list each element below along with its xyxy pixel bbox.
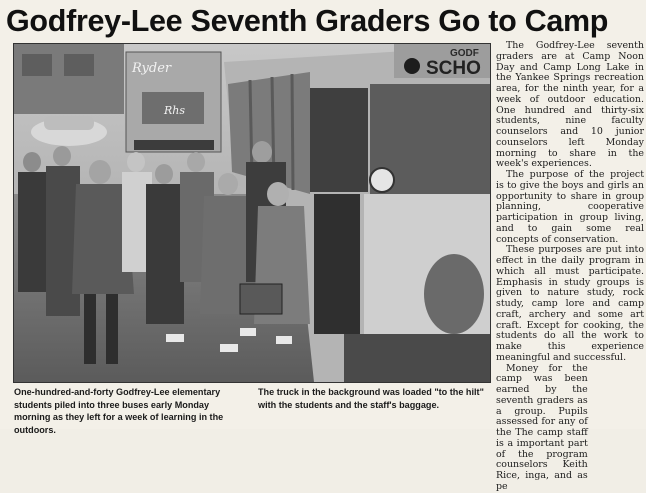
news-photo	[13, 43, 491, 383]
truck-lettering: Ryder	[132, 61, 172, 76]
bus-sign-fragment: GODF	[450, 48, 479, 59]
article-paragraph: These purposes are put into effect in the daily program in which all must participate. Emphasis in study groups is given to nature study, rock study, camp lore and camp craft, archery and some art craft. Except for cooking, the students do all the work to make this experience meaningful and successful.	[496, 244, 644, 363]
article-paragraph: The purpose of the project is to give the boys and girls an opportunity to share in group planning, cooperative participation in group living, and to gain some real concepts of conservation.	[496, 169, 644, 245]
article-paragraph: The Godfrey-Lee seventh graders are at Camp Noon Day and Camp Long Lake in the Yankee Springs recreation area, for the ninth year, for a week of outdoor education. One hundred and thirty-six students, nine faculty counselors and 10 junior counselors left Monday morning to share in the week's experiences.	[496, 40, 644, 170]
article-body	[496, 40, 644, 492]
photo-caption-right: The truck in the background was loaded "to the hilt" with the students and the staff's baggage.	[258, 387, 484, 410]
svg-text:Rhs: Rhs	[164, 104, 186, 117]
bus-sign: SCHO	[426, 58, 481, 79]
headline: Godfrey-Lee Seventh Graders Go to Camp	[6, 4, 609, 38]
article-paragraph: Money for the camp was been earned by the seventh graders as a group. Pupils assessed for any of the The camp staff is a important part of the program counselors Keith Rice, inga, and as pe	[496, 362, 588, 492]
photo-caption-left: One-hundred-and-forty Godfrey-Lee elementary students piled into three buses early Monday morning as they left for a week of learning in the outdoors.	[14, 387, 224, 435]
